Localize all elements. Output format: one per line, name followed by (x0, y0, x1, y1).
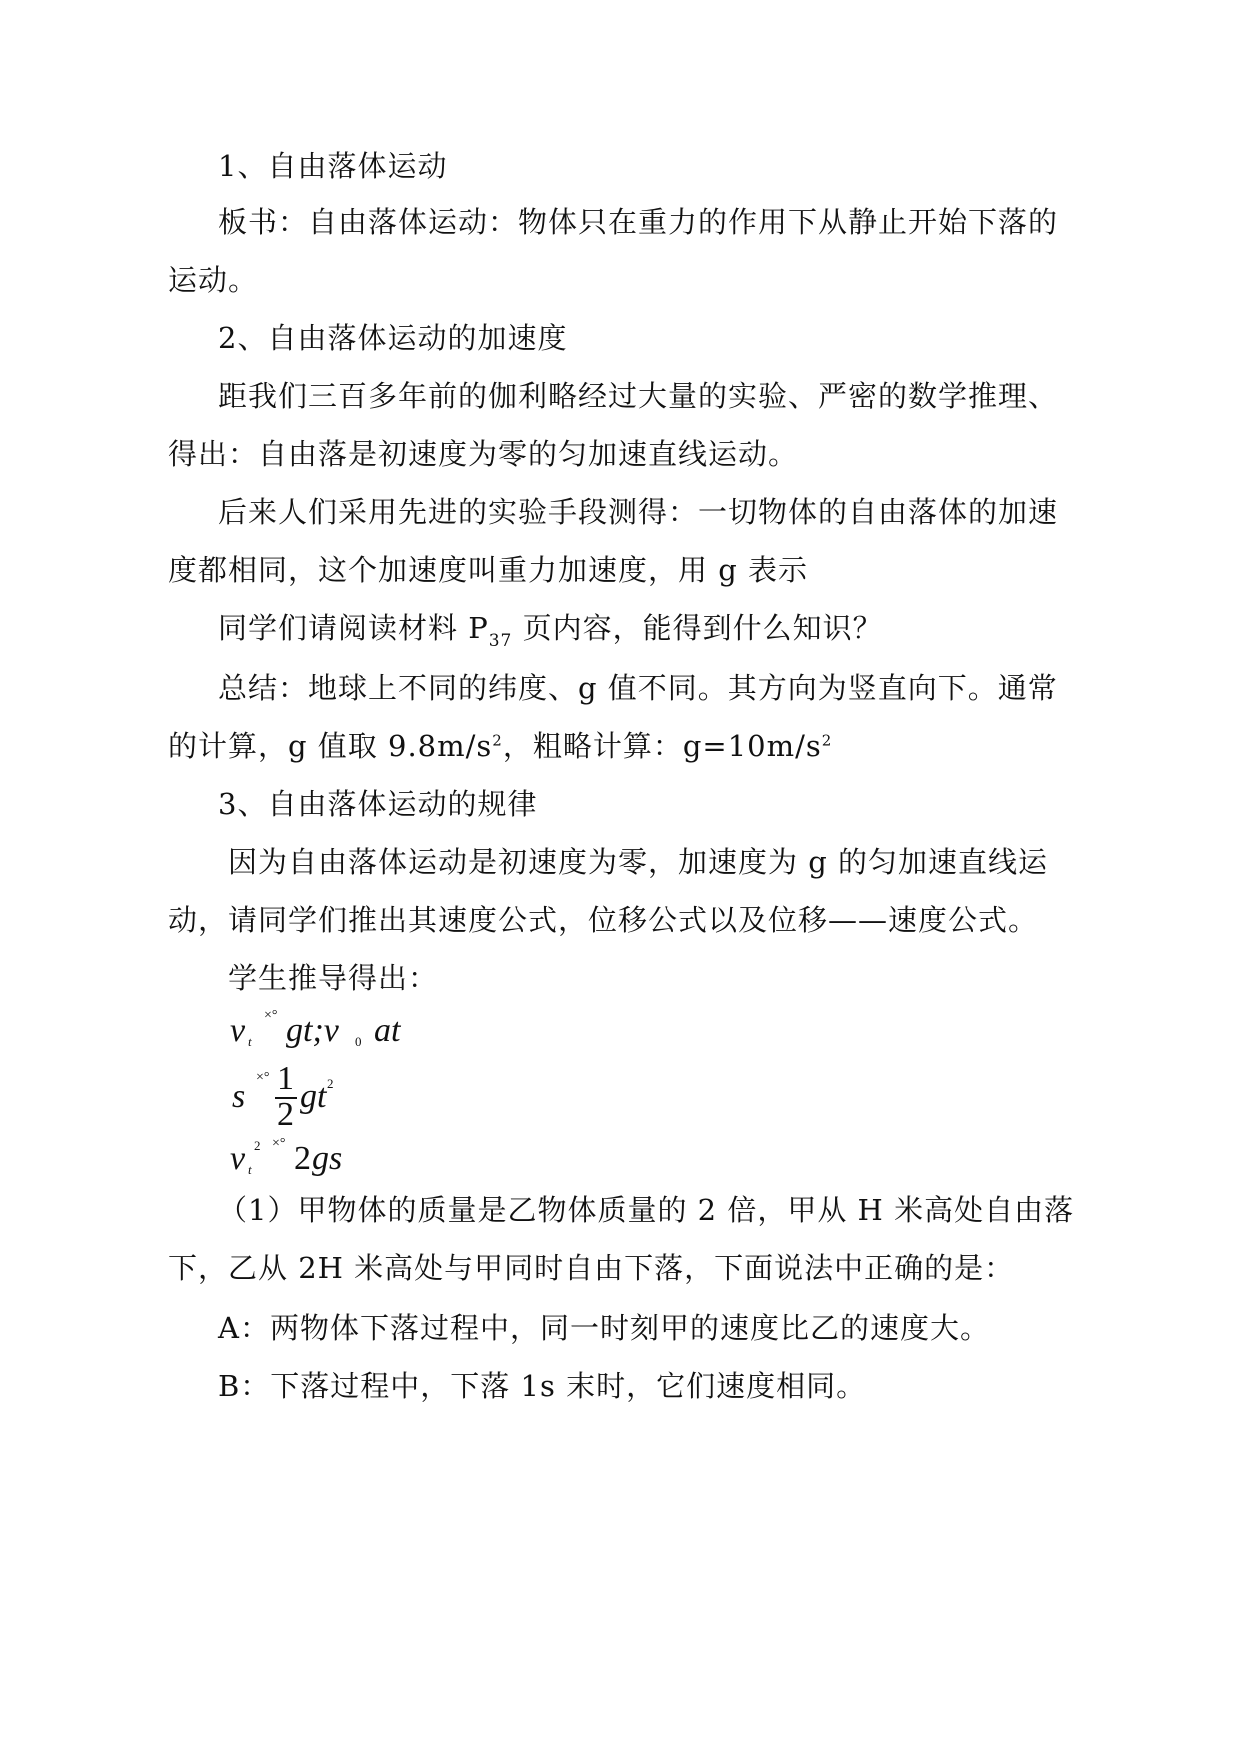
equals-placeholder-mark: ×° (272, 1136, 286, 1151)
question-1-line1: （1）甲物体的质量是乙物体质量的 2 倍，甲从 H 米高处自由落 (218, 1193, 1075, 1227)
paragraph-galileo-line2: 得出：自由落是初速度为零的匀加速直线运动。 (168, 437, 799, 471)
formula-v: v (230, 1140, 246, 1177)
fraction-numerator: 1 (277, 1060, 294, 1097)
heading-acceleration: 2、自由落体运动的加速度 (218, 321, 568, 355)
reading-text-start: 同学们请阅读材料 P (218, 611, 489, 645)
formula-rhs-two: 2 (294, 1140, 311, 1177)
formula-gt: gt (300, 1078, 327, 1115)
summary-text-b: ，粗略计算：g=10m/s (502, 729, 822, 763)
paragraph-summary-line2 (168, 729, 833, 763)
equals-placeholder-mark: ×° (264, 1008, 278, 1023)
equals-placeholder-mark: ×° (256, 1070, 270, 1085)
formula-displacement (228, 1060, 428, 1133)
question-1-line2: 下，乙从 2H 米高处与甲同时自由下落，下面说法中正确的是： (168, 1251, 1015, 1285)
formula-square-superscript: 2 (254, 1138, 261, 1153)
paragraph-blackboard-line2: 运动。 (168, 263, 259, 297)
formula-t-subscript: t (248, 1162, 252, 1177)
formula-v: v (230, 1012, 246, 1049)
formula-at: at (374, 1012, 401, 1049)
reading-text-end: 页内容，能得到什么知识？ (512, 611, 883, 645)
paragraph-summary-line1: 总结：地球上不同的纬度、g 值不同。其方向为竖直向下。通常 (218, 671, 1058, 705)
option-a: A：两物体下落过程中，同一时刻甲的速度比乙的速度大。 (218, 1311, 990, 1345)
heading-free-fall: 1、自由落体运动 (218, 149, 448, 183)
paragraph-experiment-line1: 后来人们采用先进的实验手段测得：一切物体的自由落体的加速 (218, 495, 1059, 529)
heading-laws: 3、自由落体运动的规律 (218, 787, 538, 821)
formula-rhs: gt;v (286, 1012, 339, 1049)
formula-rhs-gs: gs (312, 1140, 343, 1177)
formula-velocity (228, 1010, 428, 1054)
paragraph-experiment-line2: 度都相同，这个加速度叫重力加速度，用 g 表示 (168, 553, 809, 587)
paragraph-student-derivation: 学生推导得出： (228, 961, 439, 995)
paragraph-derive-line1: 因为自由落体运动是初速度为零，加速度为 g 的匀加速直线运 (228, 845, 1049, 879)
superscript-a: 2 (492, 731, 503, 750)
formula-t-subscript: t (248, 1034, 252, 1049)
fraction-denominator: 2 (277, 1096, 294, 1133)
formula-square-superscript: 2 (327, 1076, 334, 1091)
page-subscript: 37 (488, 631, 513, 651)
formula-velocity-displacement (228, 1138, 428, 1182)
option-b: B：下落过程中，下落 1s 末时，它们速度相同。 (218, 1369, 867, 1403)
formula-zero-subscript: 0 (355, 1034, 362, 1049)
paragraph-derive-line2: 动，请同学们推出其速度公式，位移公式以及位移——速度公式。 (168, 903, 1039, 937)
paragraph-reading (218, 611, 883, 651)
superscript-b: 2 (821, 731, 833, 750)
paragraph-galileo-line1: 距我们三百多年前的伽利略经过大量的实验、严密的数学推理、 (218, 379, 1059, 413)
paragraph-blackboard-line1: 板书：自由落体运动：物体只在重力的作用下从静止开始下落的 (218, 205, 1059, 239)
summary-text-a: 的计算，g 值取 9.8m/s (168, 729, 493, 763)
formula-s: s (232, 1078, 246, 1115)
